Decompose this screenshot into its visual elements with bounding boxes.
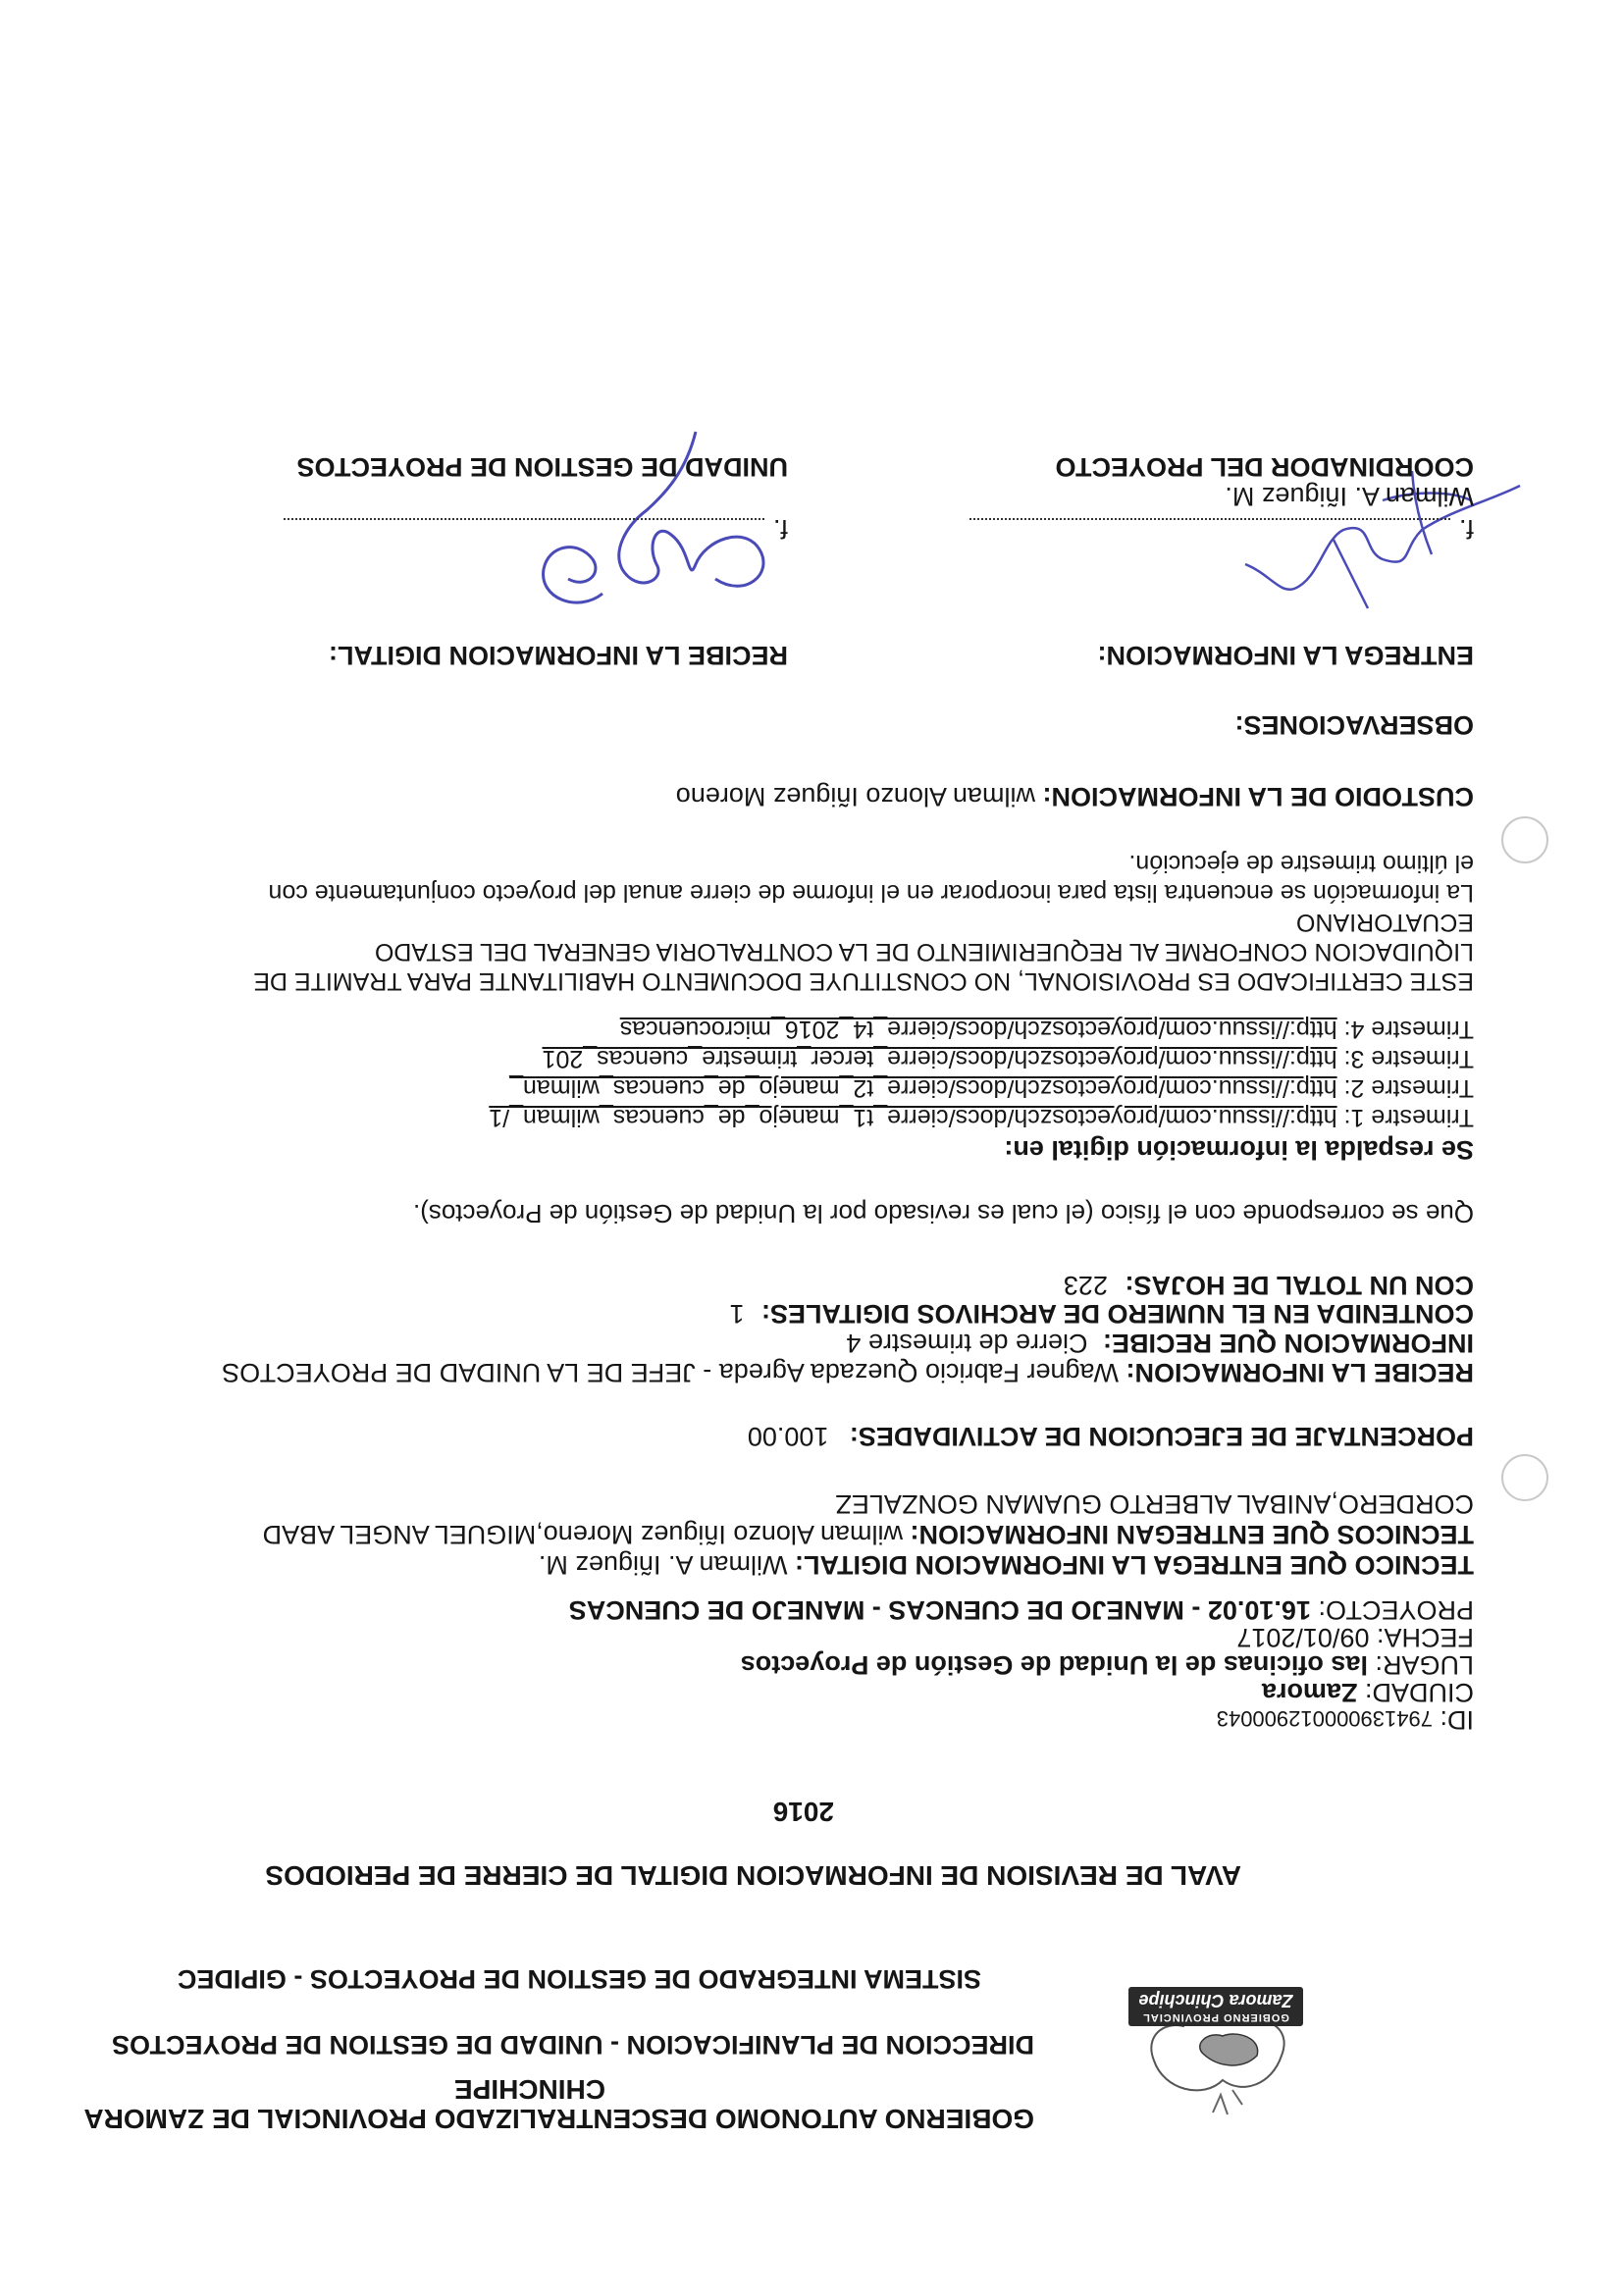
logo-text-main: Zamora Chinchipe xyxy=(1138,1991,1293,2010)
lugar-value: las oficinas de la Unidad de Gestión de Proyectos xyxy=(740,1650,1368,1680)
tecnicos-row: TECNICOS QUE ENTREGAN INFORMACION: wilman Alonzo Iñiguez Moreno,MIGUEL ANGEL ABAD xyxy=(262,1520,1474,1549)
porcentaje-row: PORCENTAJE DE EJECUCION DE ACTIVIDADES: 100.00 xyxy=(747,1422,1474,1451)
proyecto-row: PROYECTO: 16.10.02 - MANEJO DE CUENCAS - MANEJO DE CUENCAS xyxy=(568,1595,1474,1625)
left-f-prefix: f. xyxy=(1458,514,1474,544)
note-line-1: La información se encuentra lista para incorporar en el informe de cierre anual del proyecto conjuntamente con xyxy=(268,879,1474,907)
logo xyxy=(1125,1977,1311,2124)
informacion-row: INFORMACION QUE RECIBE: Cierre de trimestre 4 xyxy=(846,1329,1474,1358)
page-title: AVAL DE REVISION DE INFORMACION DIGITAL DE CIERRE DE PERIODOS xyxy=(265,1860,1241,1891)
contenida-row: CONTENIDA EN EL NUMERO DE ARCHIVOS DIGITALES: 1 xyxy=(729,1299,1474,1329)
trimestre-2-link[interactable]: http://issuu.com/proyectoszch/docs/cierre_t2_manejo_de_cuencas_wilman_ xyxy=(509,1074,1337,1102)
tecnicos-row-cont: CORDERO,ANIBAL ALBERTO GUAMAN GONZALEZ xyxy=(835,1489,1474,1519)
fecha-row: FECHA: 09/01/2017 xyxy=(1236,1623,1474,1652)
logo-text-top: GOBIERNO PROVINCIAL xyxy=(1142,2011,1289,2023)
right-f-prefix: f. xyxy=(772,514,788,544)
id-value: 794139000012900043 xyxy=(1216,1706,1433,1731)
left-signature-line xyxy=(969,518,1450,520)
entrega-label: ENTREGA LA INFORMACION: xyxy=(1097,641,1474,670)
header-line-4: SISTEMA INTEGRADO DE GESTION DE PROYECTOS - GIPIDEC xyxy=(177,1964,981,1994)
certificado-line-2: LIQUIDACION CONFORME AL REQUERIMIENTO DE LA CONTRALORIA GENERAL DEL ESTADO xyxy=(374,938,1474,965)
title-year: 2016 xyxy=(772,1797,834,1827)
trimestre-4-row: Trimestre 4: http://issuu.com/proyectoszch/docs/cierre_t4_2016_microcuencas xyxy=(619,1016,1474,1043)
ciudad-value: Zamora xyxy=(1261,1678,1358,1707)
right-signature-line xyxy=(284,518,764,520)
recibe-row: RECIBE LA INFORMACION: Wagner Fabricio Quezada Agreda - JEFE DE LA UNIDAD DE PROYECTOS xyxy=(222,1358,1474,1387)
hojas-row: CON UN TOTAL DE HOJAS: 223 xyxy=(1063,1271,1474,1300)
recibe-digital-label: RECIBE LA INFORMACION DIGITAL: xyxy=(329,641,788,670)
certificado-line-1: ESTE CERTIFICADO ES PROVISIONAL, NO CONSTITUYE DOCUMENTO HABILITANTE PARA TRAMITE DE xyxy=(253,967,1474,995)
punch-hole-upper xyxy=(1501,1454,1548,1501)
certificado-line-3: ECUATORIANO xyxy=(1295,909,1474,936)
porcentaje-value: 100.00 xyxy=(747,1422,829,1451)
tecnicos-value: wilman Alonzo Iñiguez Moreno,MIGUEL ANGEL ABAD xyxy=(262,1520,903,1549)
lugar-row: LUGAR: las oficinas de la Unidad de Gestión de Proyectos xyxy=(740,1650,1474,1680)
tecnico-value: Wilman A. Iñiguez M. xyxy=(538,1550,788,1580)
contenida-value: 1 xyxy=(729,1299,745,1329)
custodio-value: wilman Alonzo Iñiguez Moreno xyxy=(675,782,1035,811)
trimestre-2-row: Trimestre 2: http://issuu.com/proyectoszch/docs/cierre_t2_manejo_de_cuencas_wilman_ xyxy=(509,1074,1474,1102)
respaldo-heading: Se respalda la información digital en: xyxy=(1004,1135,1474,1165)
hojas-value: 223 xyxy=(1063,1271,1108,1300)
note-line-2: el último trimestre de ejecución. xyxy=(1128,850,1474,877)
logo-banner xyxy=(1128,1987,1303,2026)
punch-hole-lower xyxy=(1501,816,1548,863)
informacion-value: Cierre de trimestre 4 xyxy=(846,1329,1088,1358)
id-row: ID: 794139000012900043 xyxy=(1216,1705,1474,1735)
trimestre-3-link[interactable]: http://issuu.com/proyectoszch/docs/cierre_tercer_trimestre_cuencas_201 xyxy=(542,1045,1337,1072)
header-line-1: GOBIERNO AUTONOMO DESCENTRALIZADO PROVINCIAL DE ZAMORA xyxy=(83,2104,1034,2134)
proyecto-value: 16.10.02 - MANEJO DE CUENCAS - MANEJO DE CUENCAS xyxy=(568,1595,1311,1625)
signature-right xyxy=(490,412,804,667)
header-line-3: DIRECCION DE PLANIFICACION - UNIDAD DE GESTION DE PROYECTOS xyxy=(111,2030,1034,2060)
observaciones-label: OBSERVACIONES: xyxy=(1234,710,1474,740)
tecnico-row: TECNICO QUE ENTREGA LA INFORMACION DIGITAL: Wilman A. Iñiguez M. xyxy=(538,1550,1474,1580)
trimestre-1-row: Trimestre 1: http://issuu.com/proyectoszch/docs/cierre_t1_manejo_de_cuencas_wilman_/1 xyxy=(489,1104,1474,1131)
right-signer-role: UNIDAD DE GESTION DE PROYECTOS xyxy=(296,452,788,482)
custodio-row: CUSTODIO DE LA INFORMACION: wilman Alonzo Iñiguez Moreno xyxy=(675,782,1474,811)
trimestre-4-link[interactable]: http://issuu.com/proyectoszch/docs/cierre_t4_2016_microcuencas xyxy=(619,1016,1337,1043)
left-signer-role: COORDINADOR DEL PROYECTO xyxy=(1055,452,1474,482)
trimestre-3-row: Trimestre 3: http://issuu.com/proyectoszch/docs/cierre_tercer_trimestre_cuencas_201 xyxy=(542,1045,1474,1072)
left-signer-name: Wilman A. Iñiguez M. xyxy=(1225,482,1474,511)
recibe-value: Wagner Fabricio Quezada Agreda - JEFE DE LA UNIDAD DE PROYECTOS xyxy=(222,1358,1119,1387)
ciudad-row: CIUDAD: Zamora xyxy=(1261,1678,1474,1707)
header-line-2: CHINCHIPE xyxy=(453,2074,605,2105)
fecha-value: 09/01/2017 xyxy=(1236,1623,1370,1652)
statement-text: Que se corresponde con el físico (el cual es revisado por la Unidad de Gestión de Proyectos). xyxy=(412,1199,1474,1228)
trimestre-1-link[interactable]: http://issuu.com/proyectoszch/docs/cierre_t1_manejo_de_cuencas_wilman_/1 xyxy=(489,1104,1337,1131)
